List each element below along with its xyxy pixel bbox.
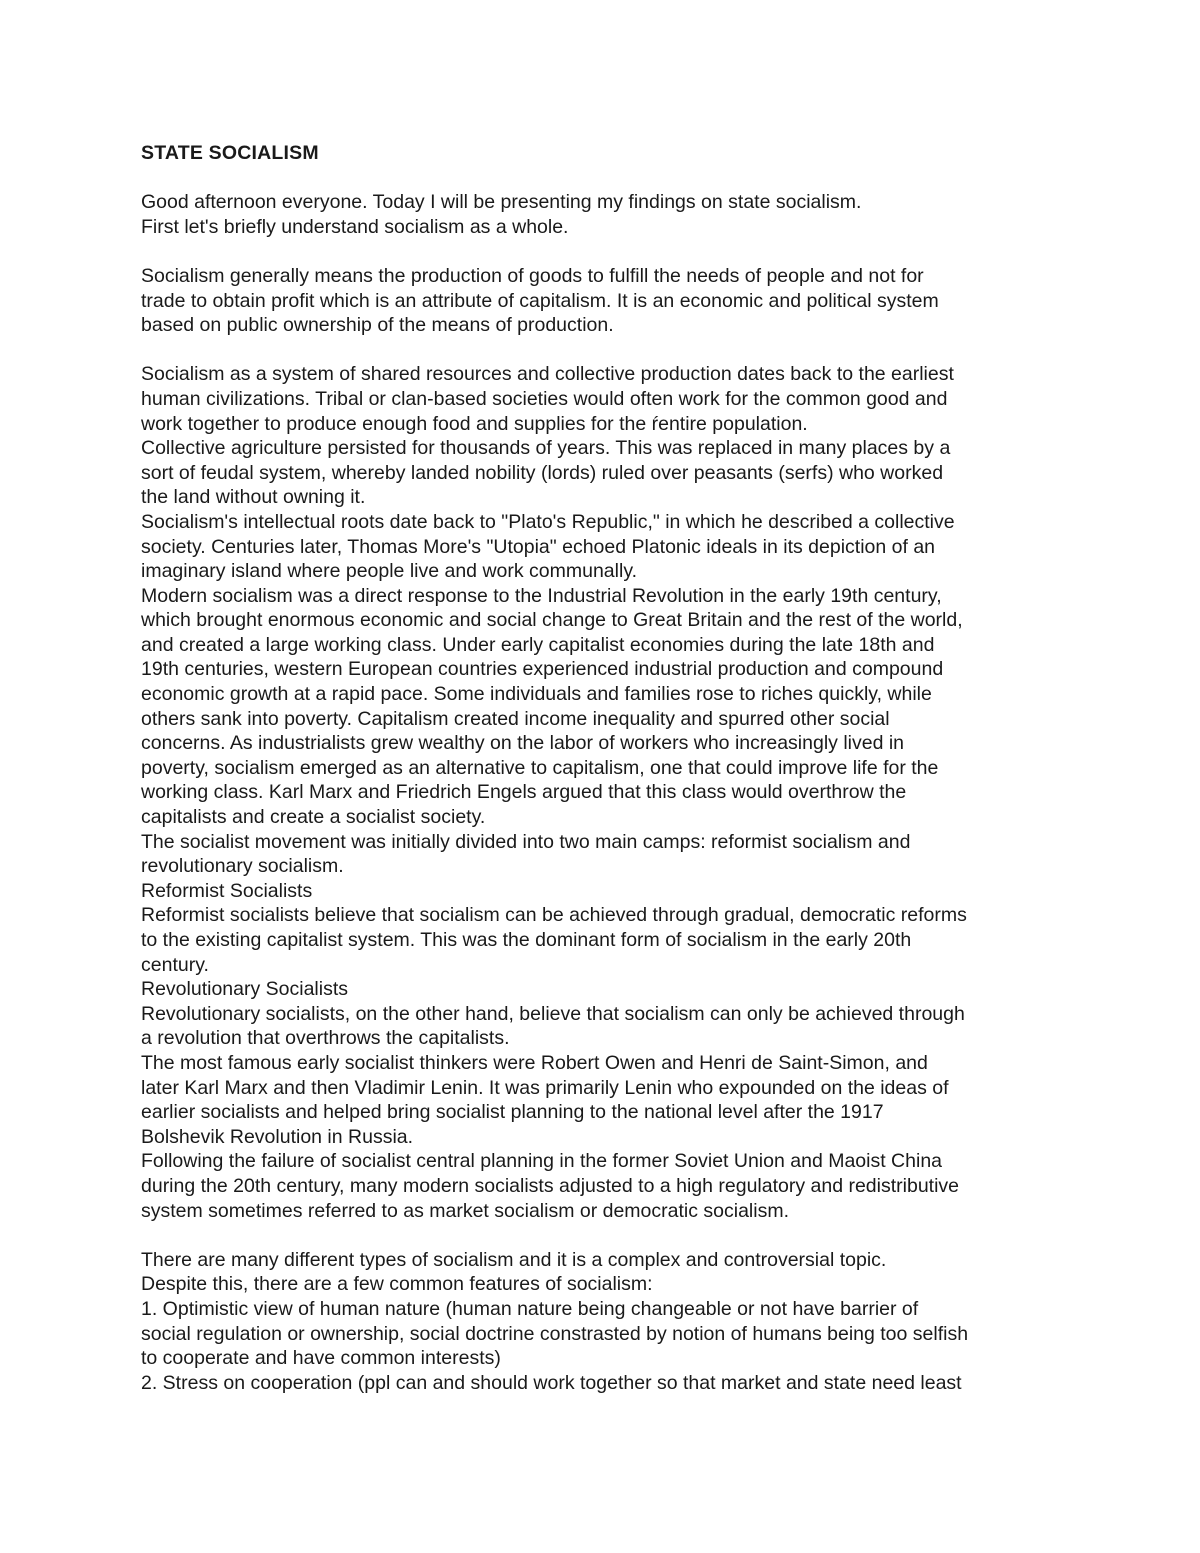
text-line: First let's briefly understand socialism as a whole. bbox=[141, 215, 569, 238]
document-body bbox=[141, 141, 1076, 1395]
text-line: 1. Optimistic view of human nature (human nature being changeable or not have barrier of bbox=[141, 1297, 919, 1320]
text-line: capitalists and create a socialist society. bbox=[141, 806, 486, 829]
blank-line bbox=[141, 338, 1076, 363]
text-line: human civilizations. Tribal or clan-based societies would often work for the common good and bbox=[141, 387, 948, 410]
text-line: work together to produce enough food and supplies for the ŕentire population. bbox=[141, 412, 808, 435]
text-line: 19th centuries, western European countries experienced industrial production and compound bbox=[141, 658, 944, 681]
text-line: There are many different types of socialism and it is a complex and controversial topic. bbox=[141, 1248, 887, 1271]
text-line: social regulation or ownership, social doctrine constrasted by notion of humans being too selfish bbox=[141, 1322, 969, 1345]
text-line: Following the failure of socialist central planning in the former Soviet Union and Maoist China bbox=[141, 1150, 943, 1173]
text-line: economic growth at a rapid pace. Some individuals and families rose to riches quickly, while bbox=[141, 683, 932, 706]
document-text bbox=[141, 190, 1076, 1395]
text-line: and created a large working class. Under early capitalist economies during the late 18th and bbox=[141, 633, 935, 656]
text-line: which brought enormous economic and social change to Great Britain and the rest of the world, bbox=[141, 609, 963, 632]
text-line: revolutionary socialism. bbox=[141, 855, 344, 878]
document-title: STATE SOCIALISM bbox=[141, 142, 319, 164]
text-line: Revolutionary Socialists bbox=[141, 978, 349, 1001]
text-line: poverty, socialism emerged as an alternative to capitalism, one that could improve life for the bbox=[141, 756, 939, 779]
blank-line bbox=[141, 1223, 1076, 1248]
blank-line bbox=[141, 239, 1076, 264]
text-line: Socialism's intellectual roots date back to "Plato's Republic," in which he described a collective bbox=[141, 510, 955, 533]
text-line: earlier socialists and helped bring socialist planning to the national level after the 1917 bbox=[141, 1101, 884, 1124]
text-line: concerns. As industrialists grew wealthy on the labor of workers who increasingly lived in bbox=[141, 732, 905, 755]
text-line: century. bbox=[141, 953, 209, 976]
text-line: Reformist Socialists bbox=[141, 879, 313, 902]
text-line: Despite this, there are a few common features of socialism: bbox=[141, 1273, 653, 1296]
text-line: a revolution that overthrows the capitalists. bbox=[141, 1027, 510, 1050]
text-line: trade to obtain profit which is an attribute of capitalism. It is an economic and political system bbox=[141, 289, 939, 312]
text-line: sort of feudal system, whereby landed nobility (lords) ruled over peasants (serfs) who worked bbox=[141, 461, 944, 484]
text-line: The most famous early socialist thinkers were Robert Owen and Henri de Saint-Simon, and bbox=[141, 1051, 928, 1074]
text-line: Socialism as a system of shared resources and collective production dates back to the earliest bbox=[141, 363, 954, 386]
text-line: based on public ownership of the means of production. bbox=[141, 314, 614, 337]
text-line: Socialism generally means the production of goods to fulfill the needs of people and not for bbox=[141, 264, 924, 287]
text-line: system sometimes referred to as market socialism or democratic socialism. bbox=[141, 1199, 790, 1222]
text-line: The socialist movement was initially divided into two main camps: reformist socialism and bbox=[141, 830, 911, 853]
text-line: others sank into poverty. Capitalism created income inequality and spurred other social bbox=[141, 707, 890, 730]
text-line: later Karl Marx and then Vladimir Lenin. It was primarily Lenin who expounded on the ideas of bbox=[141, 1076, 949, 1099]
text-line: Bolshevik Revolution in Russia. bbox=[141, 1125, 414, 1148]
text-line: to cooperate and have common interests) bbox=[141, 1347, 501, 1370]
text-line: Collective agriculture persisted for thousands of years. This was replaced in many places by a bbox=[141, 437, 951, 460]
text-line: working class. Karl Marx and Friedrich Engels argued that this class would overthrow the bbox=[141, 781, 907, 804]
text-line: Modern socialism was a direct response to the Industrial Revolution in the early 19th century, bbox=[141, 584, 942, 607]
text-line: Good afternoon everyone. Today I will be presenting my findings on state socialism. bbox=[141, 191, 862, 214]
text-line: the land without owning it. bbox=[141, 486, 366, 509]
text-line: Revolutionary socialists, on the other hand, believe that socialism can only be achieved through bbox=[141, 1002, 965, 1025]
text-line: imaginary island where people live and work communally. bbox=[141, 560, 638, 583]
text-line: society. Centuries later, Thomas More's "Utopia" echoed Platonic ideals in its depiction of an bbox=[141, 535, 936, 558]
text-line: 2. Stress on cooperation (ppl can and should work together so that market and state need least bbox=[141, 1371, 962, 1394]
text-line: during the 20th century, many modern socialists adjusted to a high regulatory and redistributive bbox=[141, 1174, 960, 1197]
text-line: to the existing capitalist system. This was the dominant form of socialism in the early 20th bbox=[141, 929, 912, 951]
text-line: Reformist socialists believe that socialism can be achieved through gradual, democratic reforms bbox=[141, 904, 967, 927]
